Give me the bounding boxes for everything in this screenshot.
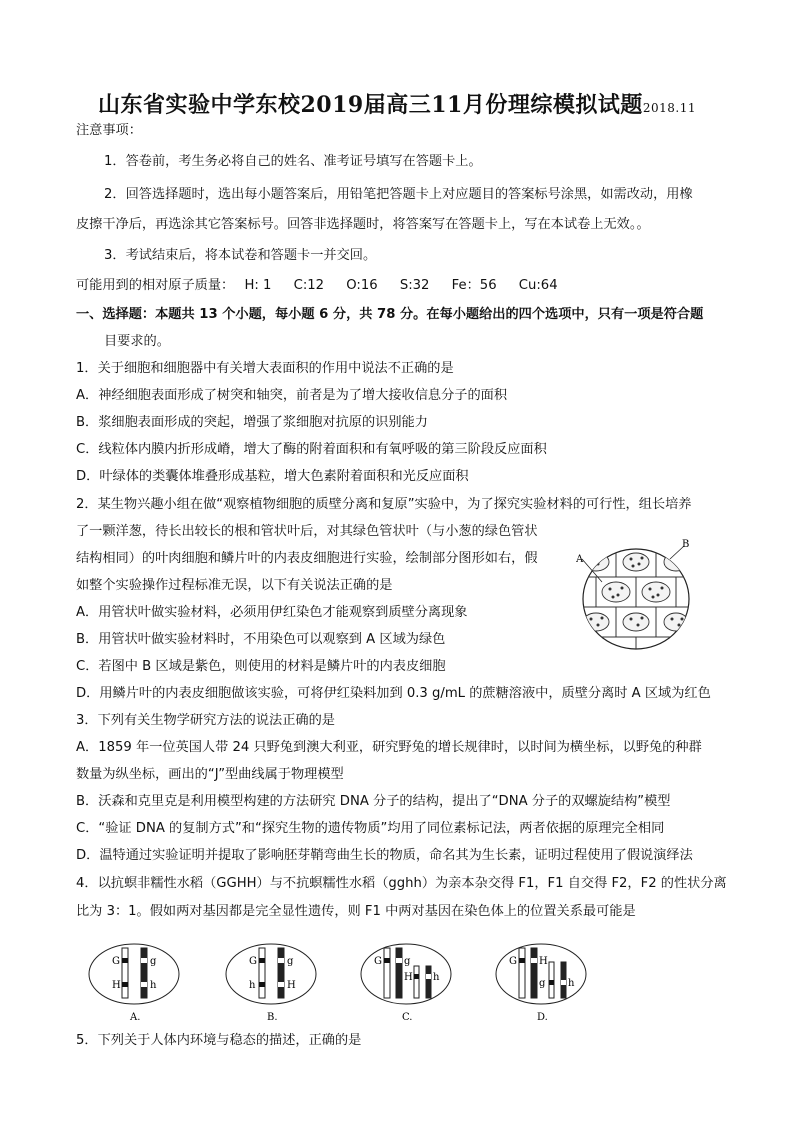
gene-d-3: g [539, 978, 546, 989]
gene-d-1: G [509, 956, 517, 967]
option-label-c: C. [402, 1012, 413, 1023]
q4-stem-line-1: 4．以抗螟非糯性水稻（GGHH）与不抗螟糯性水稻（gghh）为亲本杂交得 F1，F1 自交得 F2，F2 的性状分离 [76, 876, 727, 891]
gene-c-3: H [404, 972, 413, 983]
gene-a-4: h [150, 980, 157, 991]
q3-option-c: C．“验证 DNA 的复制方式”和“探究生物的遗传物质”均用了同位素标记法，两者依据的原理完全相同 [76, 821, 665, 836]
atomic-mass-cu: Cu:64 [518, 278, 558, 293]
chromosome-option-c [361, 944, 451, 1023]
gene-a-3: g [150, 956, 157, 967]
q2-stem-line-2: 了一颗洋葱，待长出较长的根和管状叶后，对其绿色管状叶（与小葱的绿色管状 [76, 524, 538, 539]
title-main: 山东省实验中学东校2019届高三11月份理综模拟试题 [98, 92, 643, 118]
option-label-a: A. [130, 1012, 141, 1023]
section-1-line-1: 一、选择题：本题共 13 个小题，每小题 6 分，共 78 分。在每小题给出的四个选项中，只有一项是符合题 [76, 307, 704, 322]
atomic-mass-fe: Fe：56 [451, 278, 497, 293]
chromosome-options-diagram [86, 940, 596, 1025]
atomic-mass-s: S:32 [399, 278, 430, 293]
gene-b-2: h [249, 980, 256, 991]
q2-stem-line-1: 2．某生物兴趣小组在做“观察植物细胞的质壁分离和复原”实验中，为了探究实验材料的可行性，组长培养 [76, 497, 692, 512]
chromosome-option-a [89, 944, 179, 1023]
page-title [0, 88, 794, 119]
notice-item-1: 1．答卷前，考生务必将自己的姓名、准考证号填写在答题卡上。 [104, 154, 482, 169]
gene-b-4: H [287, 980, 296, 991]
q2-stem-line-4: 如整个实验操作过程标准无误，以下有关说法正确的是 [76, 578, 393, 593]
atomic-mass-c: C:12 [293, 278, 325, 293]
q2-option-c: C．若图中 B 区域是紫色，则使用的材料是鳞片叶的内表皮细胞 [76, 659, 446, 674]
cell-label-a: A [576, 554, 584, 565]
q1-option-b: B．浆细胞表面形成的突起，增强了浆细胞对抗原的识别能力 [76, 415, 428, 430]
q3-option-a-line-1: A．1859 年一位英国人带 24 只野兔到澳大利亚，研究野兔的增长规律时，以时间为横坐标，以野兔的种群 [76, 740, 702, 755]
q3-option-a-line-2: 数量为纵坐标，画出的“J”型曲线属于物理模型 [76, 767, 344, 782]
option-label-b: B. [267, 1012, 278, 1023]
q1-option-d: D．叶绿体的类囊体堆叠形成基粒，增大色素附着面积和光反应面积 [76, 469, 469, 484]
section-1-line-2: 目要求的。 [104, 334, 170, 349]
gene-c-2: g [404, 956, 411, 967]
notice-item-2-line-2: 皮擦干净后，再选涂其它答案标号。回答非选择题时，将答案写在答题卡上，写在本试卷上无效。。 [76, 217, 650, 232]
gene-b-1: G [249, 956, 257, 967]
q3-option-b: B．沃森和克里克是利用模型构建的方法研究 DNA 分子的结构，提出了“DNA 分子的双螺旋结构”模型 [76, 794, 671, 809]
gene-a-2: H [112, 980, 121, 991]
atomic-masses-label: 可能用到的相对原子质量： [76, 278, 235, 293]
gene-a-1: G [112, 956, 120, 967]
gene-b-3: g [287, 956, 294, 967]
q3-option-d: D．温特通过实验证明并提取了影响胚芽鞘弯曲生长的物质，命名其为生长素，证明过程使用了假说演绎法 [76, 848, 693, 863]
atomic-mass-h: H: 1 [244, 278, 272, 293]
q2-stem-line-3: 结构相同）的叶肉细胞和鳞片叶的内表皮细胞进行实验，绘制部分图形如右，假 [76, 551, 538, 566]
notice-item-2-line-1: 2．回答选择题时，选出每小题答案后，用铅笔把答题卡上对应题目的答案标号涂黑，如需改动，用橡 [104, 187, 693, 202]
cell-label-b: B [682, 539, 690, 550]
chromosome-option-b [226, 944, 316, 1023]
gene-c-4: h [433, 972, 440, 983]
q3-stem: 3．下列有关生物学研究方法的说法正确的是 [76, 713, 335, 728]
gene-d-4: h [568, 978, 575, 989]
q2-option-d: D．用鳞片叶的内表皮细胞做该实验，可将伊红染料加到 0.3 g/mL 的蔗糖溶液中，质壁分离时 A 区域为红色 [76, 686, 711, 701]
q4-stem-line-2: 比为 3：1。假如两对基因都是完全显性遗传，则 F1 中两对基因在染色体上的位置关系最可能是 [76, 904, 636, 919]
atomic-mass-o: O:16 [346, 278, 378, 293]
q1-stem: 1．关于细胞和细胞器中有关增大表面积的作用中说法不正确的是 [76, 361, 454, 376]
q2-option-a: A．用管状叶做实验材料，必须用伊红染色才能观察到质壁分离现象 [76, 605, 468, 620]
q5-stem: 5．下列关于人体内环境与稳态的描述，正确的是 [76, 1033, 362, 1048]
title-date: 2018.11 [642, 101, 696, 115]
q1-option-a: A．神经细胞表面形成了树突和轴突，前者是为了增大接收信息分子的面积 [76, 388, 508, 403]
chromosome-option-d [496, 944, 586, 1023]
option-label-d: D. [537, 1012, 548, 1023]
notice-heading: 注意事项： [76, 123, 142, 138]
q2-option-b: B．用管状叶做实验材料时，不用染色可以观察到 A 区域为绿色 [76, 632, 446, 647]
atomic-masses [76, 277, 576, 295]
plant-cell-diagram [576, 537, 696, 652]
gene-d-2: H [539, 956, 548, 967]
notice-item-3: 3．考试结束后，将本试卷和答题卡一并交回。 [104, 248, 377, 263]
gene-c-1: G [374, 956, 382, 967]
q1-option-c: C．线粒体内膜内折形成嵴，增大了酶的附着面积和有氧呼吸的第三阶段反应面积 [76, 442, 547, 457]
